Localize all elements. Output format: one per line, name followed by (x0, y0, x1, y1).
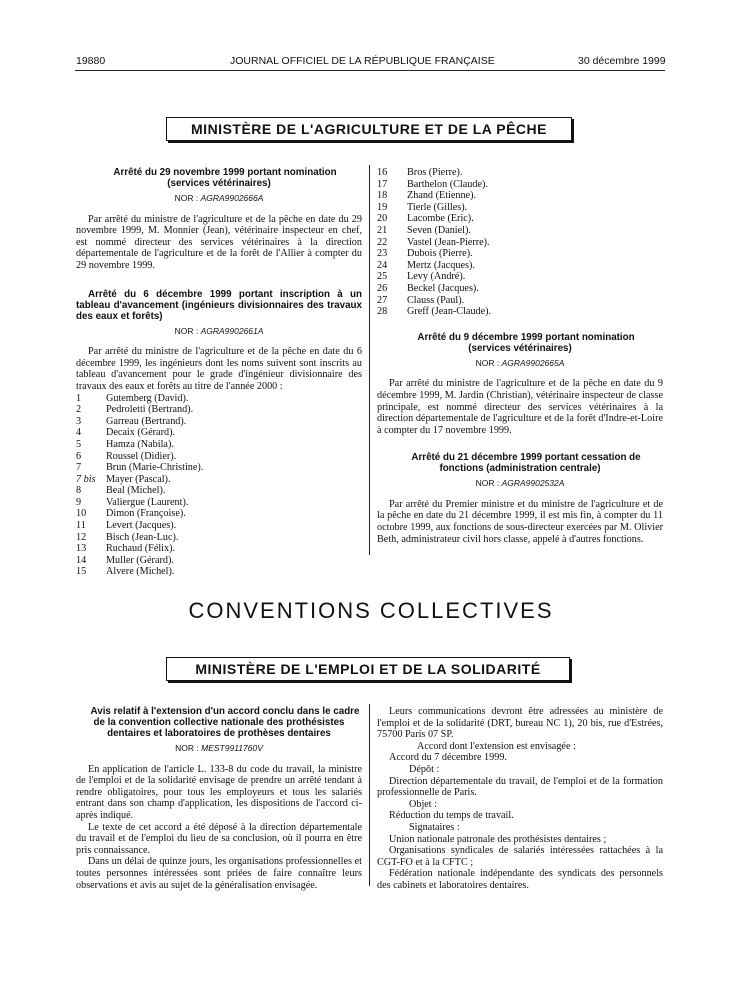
list-item (76, 555, 362, 567)
list-item (76, 543, 362, 555)
list-item-name: Bros (Pierre). (407, 167, 463, 178)
avis-signataire-2: Organisations syndicales de salariés intéressées rattachées à la CGT-FO et à la CFTC ; (377, 845, 663, 868)
list-item-name: Mayer (Pascal). (106, 473, 171, 485)
arrete-3-title: Arrêté du 9 décembre 1999 portant nomination (services vétérinaires) (417, 331, 635, 354)
list-item-number: 10 (76, 508, 87, 520)
list-item (76, 393, 362, 405)
column-divider (369, 165, 370, 555)
list-item-name: Brun (Marie-Christine). (106, 462, 204, 474)
list-item-name: Garreau (Bertrand). (106, 415, 187, 427)
list-item-number: 17 (377, 178, 388, 190)
list-item (76, 427, 362, 439)
list-item-number: 23 (377, 248, 388, 260)
avis-objet-value: Réduction du temps de travail. (389, 810, 514, 822)
list-item-name: Valiergue (Laurent). (106, 496, 189, 508)
list-item (377, 225, 663, 237)
list-item-number: 14 (76, 554, 87, 566)
list-item-name: Gutemberg (David). (106, 392, 189, 404)
list-item-number: 3 (76, 415, 82, 427)
list-item-name: Decaix (Gérard). (106, 427, 176, 439)
list-item (76, 497, 362, 509)
list-item-name: Roussel (Didier). (106, 450, 177, 462)
list-item-name: Zhand (Etienne). (407, 190, 477, 202)
list-item-name: Barthelon (Claude). (407, 178, 488, 190)
avis-objet-label: Objet : (409, 798, 438, 810)
list-item-name: Beal (Michel). (106, 485, 166, 497)
arrete-2-title: Arrêté du 6 décembre 1999 portant inscription à un tableau d'avancement (ingénieurs divisionnaires des travaux des eaux et forêts) (76, 288, 362, 322)
list-item-name: Levy (André). (407, 271, 466, 283)
arrete-1 (76, 167, 362, 272)
list-item (377, 248, 663, 260)
list-item-number: 7 bis (76, 473, 96, 485)
issue-date: 30 décembre 1999 (578, 55, 666, 67)
list-item-number: 7 (76, 462, 82, 474)
avis-paragraph-1: En application de l'article L. 133-8 du code du travail, la ministre de l'emploi et de la solidarité envisage de prendre un arrêté tendant à rendre obligatoires, pour tous les employeurs et tous les salariés entrant dans son champ d'application, les dispositions de l'accord ci-après indiqué. (76, 763, 362, 821)
list-item (76, 404, 362, 416)
list-item-number: 28 (377, 306, 388, 318)
list-item-name: Beckel (Jacques). (407, 282, 479, 294)
page-number: 19880 (76, 55, 106, 67)
list-item-number: 11 (76, 520, 86, 532)
section2-right-column (377, 706, 663, 892)
list-item (76, 508, 362, 520)
conventions-heading: CONVENTIONS COLLECTIVES (188, 598, 554, 623)
list-item-number: 25 (377, 271, 388, 283)
list-item (377, 179, 663, 191)
arrete-2 (76, 289, 362, 578)
arrete-4-body: Par arrêté du Premier ministre et du ministre de l'agriculture et de la pêche en date du 21 décembre 1999, il est mis fin, à compter du 11 octobre 1999, aux fonctions de sous-directeur exercées par M. Olivier Beth, administrateur civil hors classe, appelé à d'autres fonctions. (377, 498, 663, 545)
list-item (377, 190, 663, 202)
arrete-1-nor: NOR : AGRA9902666A (174, 193, 264, 203)
section1-left-column (76, 167, 362, 578)
list-item (377, 271, 663, 283)
avis-signataire-1: Union nationale patronale des prothésistes dentaires ; (389, 833, 607, 845)
arrete-3-nor: NOR : AGRA9902665A (475, 357, 565, 368)
list-item-number: 12 (76, 531, 87, 543)
list-item (377, 306, 663, 318)
list-item-name: Tierle (Gilles). (407, 201, 468, 213)
list-item (377, 283, 663, 295)
list-item-number: 22 (377, 236, 388, 248)
list-item-number: 2 (76, 404, 82, 416)
list-item-number: 16 (377, 167, 388, 178)
list-item-number: 21 (377, 224, 388, 236)
list-item-number: 4 (76, 427, 82, 439)
avis-nor: NOR : MEST9911760V (175, 743, 263, 753)
list-item (377, 213, 663, 225)
list-item (377, 202, 663, 214)
list-item-number: 9 (76, 496, 82, 508)
list-item-name: Bisch (Jean-Luc). (106, 531, 179, 543)
avis-signataire-3: Fédération nationale indépendante des syndicats des personnels des cabinets et laboratoires dentaires. (377, 868, 663, 891)
avis-title: Avis relatif à l'extension d'un accord conclu dans le cadre de la convention collective nationale des prothésistes dentaires et laboratoires de prothèses dentaires (90, 706, 360, 739)
list-item-name: Lacombe (Eric). (407, 213, 474, 225)
list-item-number: 20 (377, 213, 388, 225)
list-item-name: Dimon (Françoise). (106, 508, 186, 520)
arrete-4-title: Arrêté du 21 décembre 1999 portant cessation de fonctions (administration centrale) (411, 452, 641, 475)
avis-accord-value: Accord du 7 décembre 1999. (389, 752, 507, 764)
list-item-number: 13 (76, 543, 87, 555)
list-item-name: Dubois (Pierre). (407, 248, 473, 260)
advancement-list-continued (377, 167, 663, 318)
section2-left-column (76, 706, 362, 891)
list-item-name: Levert (Jacques). (106, 520, 177, 532)
arrete-2-body: Par arrêté du ministre de l'agriculture et de la pêche en date du 6 décembre 1999, les ingénieurs dont les noms suivent sont inscrits au tableau d'avancement pour le grade d'ingénieur divisionnaire des travaux des eaux et forêts au titre de l'année 2000 : (76, 346, 362, 392)
list-item-name: Vastel (Jean-Pierre). (407, 236, 490, 248)
list-item-name: Alvere (Michel). (106, 566, 175, 578)
list-item-name: Muller (Gérard). (106, 554, 174, 566)
arrete-4-nor: NOR : AGRA9902532A (475, 478, 565, 489)
list-item-name: Pedroletti (Bertrand). (106, 404, 194, 416)
list-item (76, 451, 362, 463)
list-item (377, 295, 663, 307)
arrete-4 (377, 452, 663, 545)
list-item (76, 416, 362, 428)
list-item-name: Greff (Jean-Claude). (407, 306, 492, 318)
arrete-2-nor: NOR : AGRA9902661A (174, 325, 264, 336)
list-item-number: 15 (76, 566, 87, 578)
list-item-number: 27 (377, 294, 388, 306)
ministry-agriculture-box (166, 117, 572, 141)
list-item-number: 8 (76, 485, 82, 497)
arrete-3 (377, 332, 663, 437)
list-item-number: 18 (377, 190, 388, 202)
list-item-name: Seven (Daniel). (407, 224, 471, 236)
list-item (76, 462, 362, 474)
avis-paragraph-3: Dans un délai de quinze jours, les organisations professionnelles et toutes personnes intéressées sont priées de faire connaître leurs observations et avis au sujet de la généralisation envisagée. (76, 856, 362, 891)
journal-title: JOURNAL OFFICIEL DE LA RÉPUBLIQUE FRANÇAISE (230, 55, 495, 67)
avis-paragraph-2: Le texte de cet accord a été déposé à la direction départementale du travail et de l'emploi du lieu de sa conclusion, où il pourra en être pris connaissance. (76, 821, 362, 856)
header-rule (75, 70, 665, 71)
list-item-name: Ruchaud (Félix). (106, 543, 176, 555)
ministry-emploi-box (166, 657, 570, 681)
ministry-agriculture-title: MINISTÈRE DE L'AGRICULTURE ET DE LA PÊCHE (191, 121, 547, 137)
advancement-list (76, 393, 362, 579)
avis-signataires-label: Signataires : (409, 821, 460, 833)
list-item-number: 5 (76, 438, 82, 450)
arrete-1-title: Arrêté du 29 novembre 1999 portant nomination (services vétérinaires) (113, 167, 337, 189)
list-item-number: 6 (76, 450, 82, 462)
column-divider-2 (369, 704, 370, 886)
list-item (377, 237, 663, 249)
avis-address: Leurs communications devront être adressées au ministère de l'emploi et de la solidarité (DRT, bureau NC 1), 20 bis, rue d'Estrées, 75700 Paris 07 SP. (377, 706, 663, 741)
list-item (76, 485, 362, 497)
list-item-number: 26 (377, 282, 388, 294)
section1-right-column (377, 167, 663, 545)
arrete-1-body: Par arrêté du ministre de l'agriculture et de la pêche en date du 29 novembre 1999, M. Monnier (Jean), vétérinaire inspecteur en chef, est nommé directeur des services vétérinaires à la direction départementale de l'agriculture et de la forêt de l'Allier à compter du 29 novembre 1999. (76, 213, 362, 271)
avis-depot-label: Dépôt : (409, 763, 440, 775)
list-item-name: Clauss (Paul). (407, 294, 465, 306)
avis-accord-label: Accord dont l'extension est envisagée : (417, 740, 576, 752)
list-item (76, 520, 362, 532)
list-item (76, 532, 362, 544)
list-item-number: 1 (76, 392, 82, 404)
list-item (76, 439, 362, 451)
list-item-number: 19 (377, 201, 388, 213)
list-item-name: Hamza (Nabila). (106, 438, 174, 450)
list-item (377, 167, 663, 179)
arrete-3-body: Par arrêté du ministre de l'agriculture et de la pêche en date du 9 décembre 1999, M. Jardin (Christian), vétérinaire inspecteur de classe principale, est nommé directeur des services vétérinaires à la direction départementale de l'agriculture et de la forêt d'Indre-et-Loire à compter du 17 novembre 1999. (377, 378, 663, 436)
avis-depot-value: Direction départementale du travail, de l'emploi et de la formation professionnelle de Paris. (377, 775, 663, 799)
list-item-name: Mertz (Jacques). (407, 259, 475, 271)
list-item (76, 474, 362, 486)
list-item (377, 260, 663, 272)
ministry-emploi-title: MINISTÈRE DE L'EMPLOI ET DE LA SOLIDARITÉ (195, 661, 541, 677)
list-item (76, 566, 362, 578)
list-item-number: 24 (377, 259, 388, 271)
